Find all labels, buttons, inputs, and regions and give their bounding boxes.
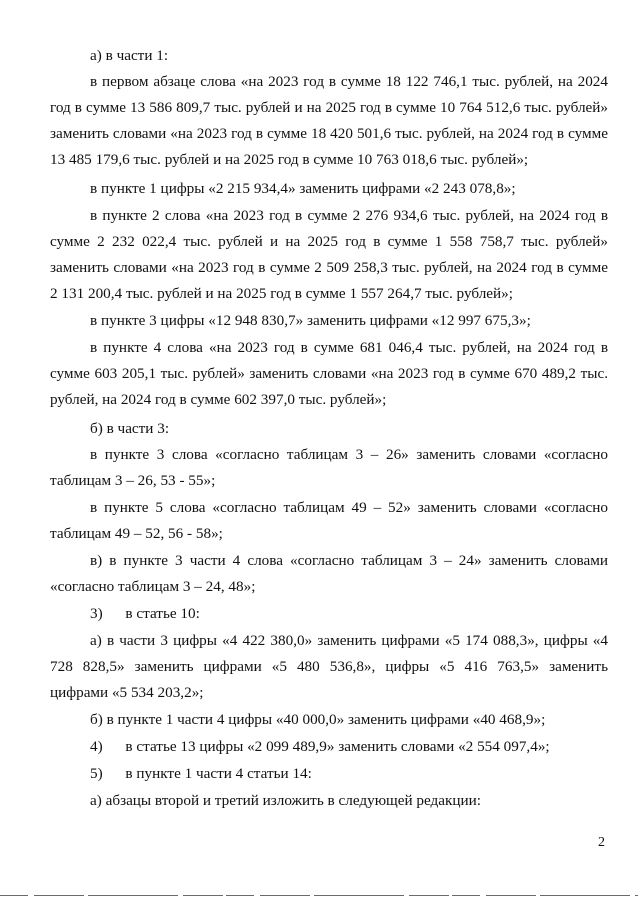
- paragraph-line: в первом абзаце слова «на 2023 год в сумме 18 122 746,1 тыс. рублей, на 2024: [90, 73, 608, 90]
- scan-edge-divider: [0, 893, 638, 898]
- paragraph-line: а) абзацы второй и третий изложить в следующей редакции:: [90, 792, 481, 809]
- paragraph-line: заменить словами «на 2023 год в сумме 2 509 258,3 тыс. рублей, на 2024 год в сумме: [50, 259, 608, 276]
- paragraph-line: в пункте 1 цифры «2 215 934,4» заменить цифрами «2 243 078,8»;: [90, 180, 516, 197]
- paragraph-line: 13 485 179,6 тыс. рублей и на 2025 год в сумме 10 763 018,6 тыс. рублей»;: [50, 151, 529, 168]
- paragraph-line: заменить словами «на 2023 год в сумме 18 420 501,6 тыс. рублей, на 2024 год в сумме: [50, 125, 608, 142]
- page-number: 2: [598, 835, 605, 850]
- paragraph-line: таблицам 3 – 26, 53 - 55»;: [50, 472, 216, 489]
- paragraph-line: б) в пункте 1 части 4 цифры «40 000,0» заменить цифрами «40 468,9»;: [90, 711, 546, 728]
- paragraph-line: а) в части 3 цифры «4 422 380,0» заменить цифрами «5 174 088,3», цифры «4: [90, 632, 608, 649]
- paragraph-line: год в сумме 13 586 809,7 тыс. рублей и на 2025 год в сумме 10 764 512,6 тыс. рублей»: [50, 99, 608, 116]
- paragraph-line: в пункте 4 слова «на 2023 год в сумме 681 046,4 тыс. рублей, на 2024 год в: [90, 339, 608, 356]
- item-5-article-14: 5) в пункте 1 части 4 статьи 14:: [90, 765, 312, 782]
- paragraph-line: 728 828,5» заменить цифрами «5 480 536,8», цифры «5 416 763,5» заменить: [50, 658, 608, 675]
- paragraph-line: в пункте 2 слова «на 2023 год в сумме 2 276 934,6 тыс. рублей, на 2024 год в: [90, 207, 608, 224]
- item-3-article-10: 3) в статье 10:: [90, 605, 200, 622]
- clause-a-part-1: а) в части 1:: [90, 47, 169, 64]
- paragraph-line: в пункте 3 цифры «12 948 830,7» заменить цифрами «12 997 675,3»;: [90, 312, 531, 329]
- clause-b-part-3: б) в части 3:: [90, 420, 170, 437]
- paragraph-line: сумме 603 205,1 тыс. рублей» заменить словами «на 2023 год в сумме 670 489,2 тыс.: [50, 365, 608, 382]
- paragraph-line: рублей, на 2024 год в сумме 602 397,0 тыс. рублей»;: [50, 391, 387, 408]
- paragraph-line: 2 131 200,4 тыс. рублей и на 2025 год в сумме 1 557 264,7 тыс. рублей»;: [50, 285, 513, 302]
- item-4-article-13: 4) в статье 13 цифры «2 099 489,9» заменить словами «2 554 097,4»;: [90, 738, 550, 755]
- paragraph-line: в пункте 3 слова «согласно таблицам 3 – 26» заменить словами «согласно: [90, 446, 608, 463]
- paragraph-line: в) в пункте 3 части 4 слова «согласно таблицам 3 – 24» заменить словами: [90, 552, 608, 569]
- paragraph-line: «согласно таблицам 3 – 24, 48»;: [50, 578, 256, 595]
- paragraph-line: в пункте 5 слова «согласно таблицам 49 – 52» заменить словами «согласно: [90, 499, 608, 516]
- paragraph-line: таблицам 49 – 52, 56 - 58»;: [50, 525, 223, 542]
- paragraph-line: цифрами «5 534 203,2»;: [50, 684, 204, 701]
- paragraph-line: сумме 2 232 022,4 тыс. рублей и на 2025 год в сумме 1 558 758,7 тыс. рублей»: [50, 233, 608, 250]
